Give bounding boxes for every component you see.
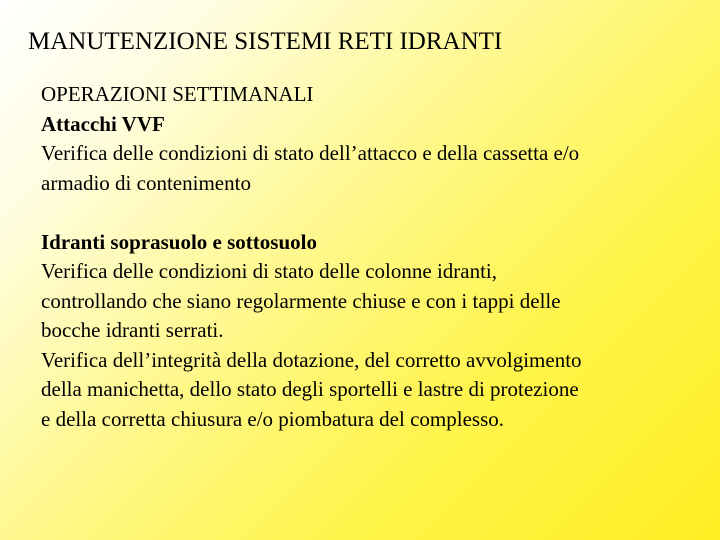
- item-text-line: Verifica dell’integrità della dotazione, del corretto avvolgimento: [41, 347, 582, 372]
- section-heading: OPERAZIONI SETTIMANALI: [41, 82, 314, 106]
- item-heading-attacchi-vvf: Attacchi VVF: [41, 111, 165, 136]
- item-text-line: della manichetta, dello stato degli sportelli e lastre di protezione: [41, 377, 579, 401]
- slide-title: MANUTENZIONE SISTEMI RETI IDRANTI: [28, 28, 503, 55]
- item-text-line: armadio di contenimento: [41, 170, 251, 195]
- item-text-line: Verifica delle condizioni di stato dell’attacco e della cassetta e/o: [41, 141, 580, 165]
- item-text-line: Verifica delle condizioni di stato delle colonne idranti,: [41, 259, 498, 283]
- item-text-line: controllando che siano regolarmente chiuse e con i tappi delle: [41, 288, 561, 313]
- item-heading-idranti: Idranti soprasuolo e sottosuolo: [41, 229, 317, 254]
- item-text-line: e della corretta chiusura e/o piombatura del complesso.: [41, 406, 504, 431]
- item-text-line: bocche idranti serrati.: [41, 318, 224, 342]
- slide-body: [41, 80, 701, 434]
- paragraph-spacer: [41, 198, 701, 228]
